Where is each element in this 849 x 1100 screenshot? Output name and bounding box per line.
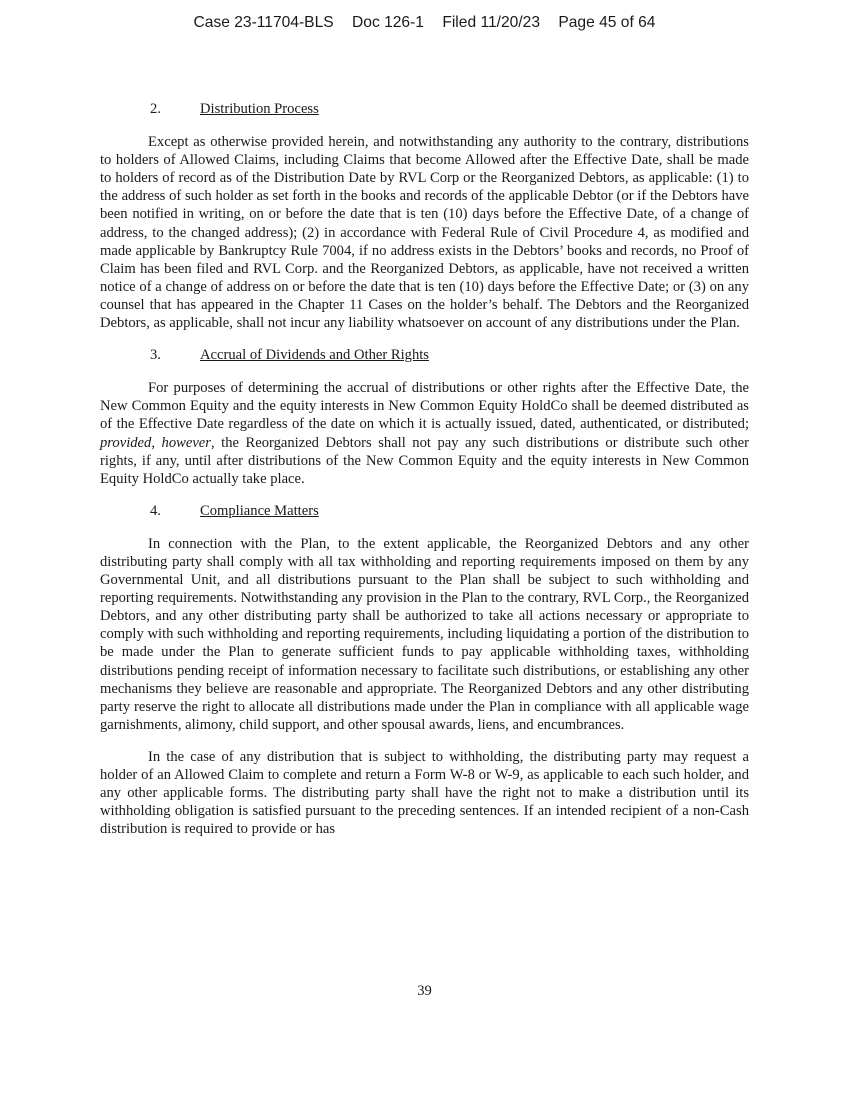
section-title: Distribution Process [200, 101, 319, 117]
page-number: 39 [417, 983, 432, 999]
emphasis-however: however [161, 434, 211, 451]
section-number: 3. [150, 347, 161, 364]
section-number: 4. [150, 502, 161, 519]
doc-number: Doc 126-1 [352, 14, 424, 31]
paragraph: In connection with the Plan, to the extent applicable, the Reorganized Debtors and any other distributing party shall comply with all tax withholding and reporting requirements imposed on them by any Governmental Unit, and all distributions pursuant to the Plan shall be subject to such withholding and reporting requirements. Notwithstanding any provision in the Plan to the contrary, RVL Corp., the Reorganized Debtors, and any other distributing party shall be authorized to take all actions necessary or appropriate to comply with such withholding and reporting requirements, including liquidating a portion of the distribution to be made under the Plan to generate sufficient funds to pay applicable withholding taxes, withholding distributions pending receipt of information necessary to facilitate such distributions, or establishing any other mechanisms they believe are reasonable and appropriate. The Reorganized Debtors and any other distributing party reserve the right to allocate all distributions made under the Plan in compliance with all applicable wage garnishments, alimony, child support, and other spousal awards, liens, and encumbrances. [100, 535, 749, 733]
section-title: Compliance Matters [200, 502, 319, 519]
section-heading [100, 502, 749, 520]
paragraph: In the case of any distribution that is subject to withholding, the distributing party may request a holder of an Allowed Claim to complete and return a Form W-8 or W-9, as applicable to each such holder, and any other applicable forms. The distributing party shall have the right not to make a distribution until its withholding obligation is satisfied pursuant to the preceding sentences. If an intended recipient of a non-Cash distribution is required to provide or has [100, 748, 749, 838]
section-heading [100, 346, 749, 364]
emphasis-provided: provided [100, 434, 152, 451]
section-number: 2. [150, 101, 161, 117]
section-heading [100, 100, 749, 118]
page-of: Page 45 of 64 [558, 14, 656, 31]
case-number: Case 23-11704-BLS [193, 14, 334, 31]
case-header [0, 14, 849, 32]
filed-date: Filed 11/20/23 [442, 14, 540, 31]
paragraph: Except as otherwise provided herein, and notwithstanding any authority to the contrary, distributions to holders of Allowed Claims, including Claims that become Allowed after the Effective Date, shall be made to holders of record as of the Distribution Date by RVL Corp or the Reorganized Debtors, as applicable: (1) to the address of such holder as set forth in the books and records of the applicable Debtor (or if the Debtors have been notified in writing, on or before the date that is ten (10) days before the Effective Date, of a change of address, to the changed address); (2) in accordance with Federal Rule of Civil Procedure 4, as modified and made applicable by Bankruptcy Rule 7004, if no address exists in the Debtors’ books and records, no Proof of Claim has been filed and RVL Corp. and the Reorganized Debtors, as applicable, have not received a written notice of a change of address on or before the date that is ten (10) days before the Effective Date; or (3) on any counsel that has appeared in the Chapter 11 Cases on the holder’s behalf. The Debtors and the Reorganized Debtors, as applicable, shall not incur any liability whatsoever on account of any distributions under the Plan. [100, 134, 749, 332]
paragraph: For purposes of determining the accrual of distributions or other rights after the Effective Date, the New Common Equity and the equity interests in New Common Equity HoldCo shall be deemed distributed as of the Effective Date regardless of the date on which it is actually issued, dated, authenticated, or distributed; provided, however, the Reorganized Debtors shall not pay any such distributions or distribute such other rights, if any, until after distributions of the New Common Equity and the equity interests in New Common Equity HoldCo actually take place. [100, 380, 749, 487]
section-title: Accrual of Dividends and Other Rights [200, 347, 429, 364]
document-body [100, 100, 749, 852]
